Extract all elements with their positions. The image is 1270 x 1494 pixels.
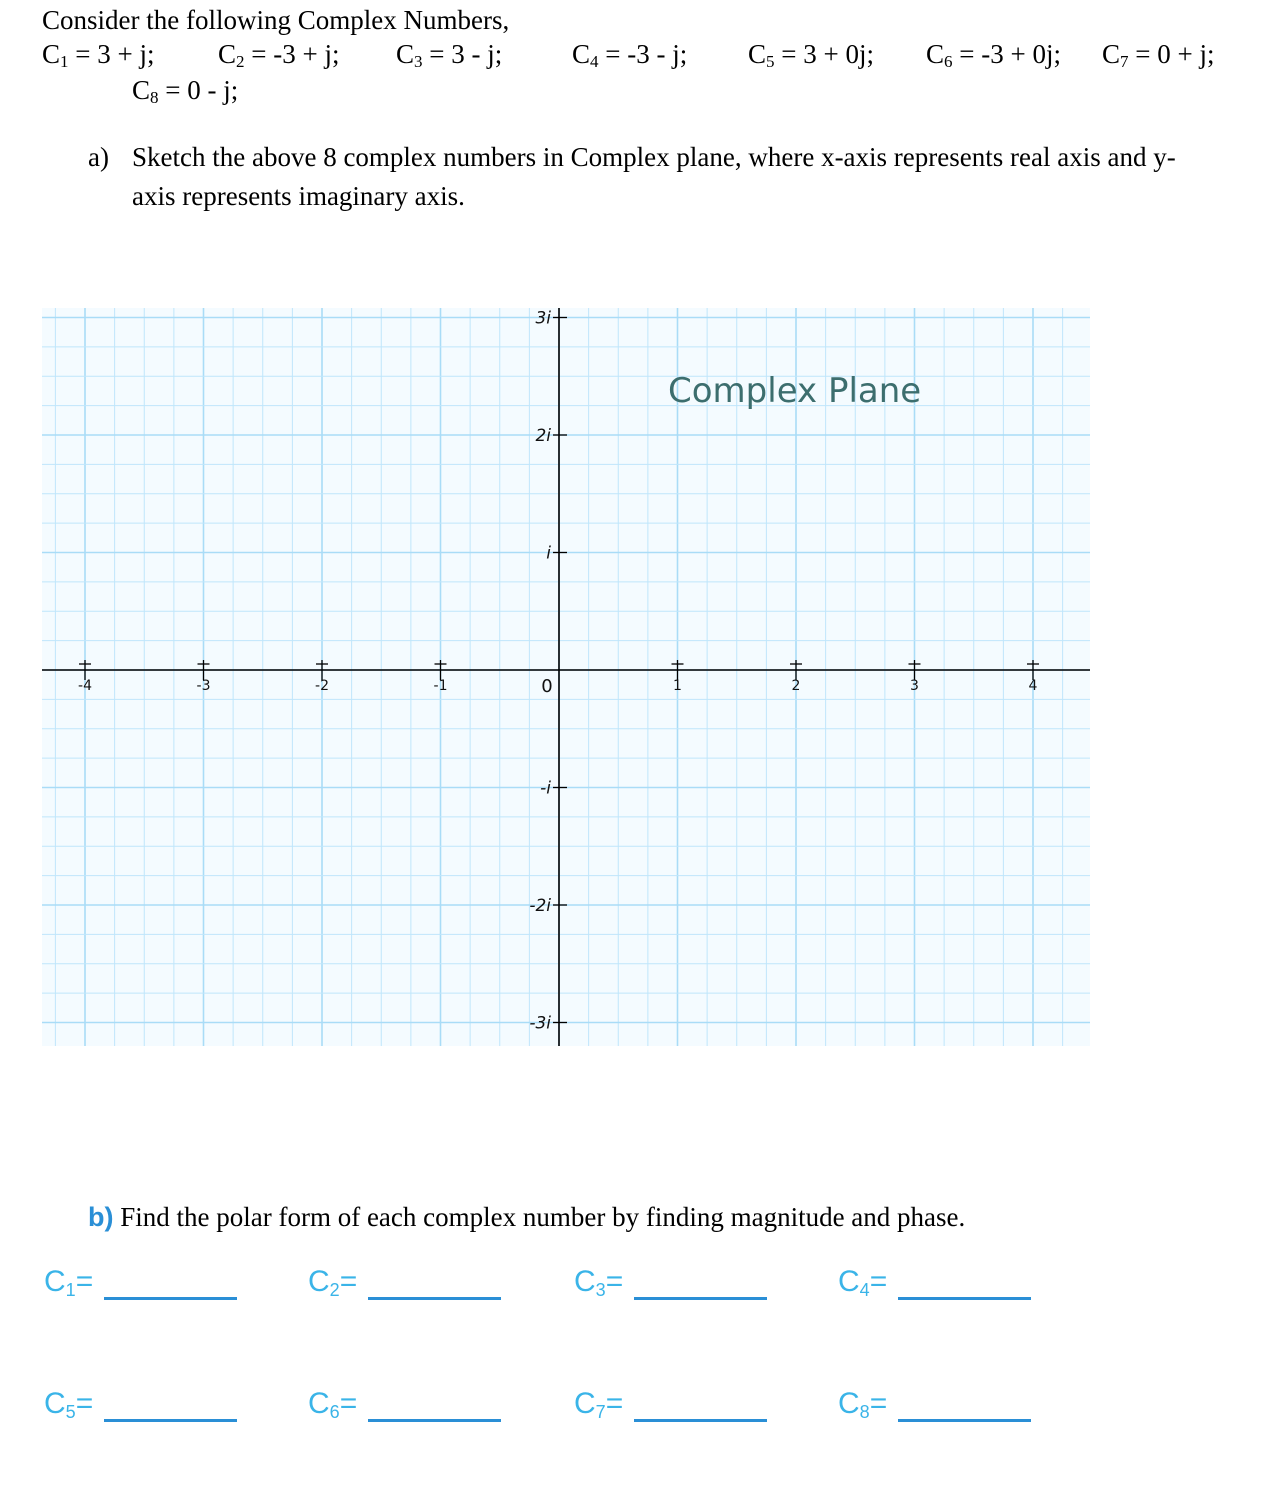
number-c1: $C_1 = 3 + j$; (42, 39, 155, 71)
x-tick-label: 2 (791, 678, 801, 694)
answer-label-c2: $C_2=$ (308, 1265, 358, 1300)
answer-label-c5: $C_5=$ (44, 1387, 94, 1422)
answer-blank-c5[interactable] (104, 1419, 237, 1422)
x-tick-label: -4 (78, 678, 92, 694)
plane-title: Complex Plane (668, 371, 922, 411)
answer-blank-c6[interactable] (368, 1419, 501, 1422)
answer-label-c1: $C_1=$ (44, 1265, 94, 1300)
number-c5: $C_5 = 3 + 0j$; (748, 39, 874, 71)
number-c3: $C_3 = 3 - j$; (396, 39, 503, 71)
x-tick-label: -3 (196, 678, 211, 694)
answer-blank-c1[interactable] (104, 1297, 237, 1300)
grid-lines (42, 308, 1090, 1046)
y-tick-label: 3i (535, 308, 551, 329)
x-tick-label: 3 (910, 678, 919, 694)
grid-background (42, 308, 1090, 1046)
answer-label-c6: $C_6=$ (308, 1387, 358, 1422)
question-a-label: a) (88, 142, 109, 172)
question-a-line1: Sketch the above 8 complex numbers in Complex plane, where x-axis represents real axis and y- (132, 142, 1176, 172)
origin-label: 0 (541, 676, 553, 697)
number-c8: $C_8 = 0 - j$; (132, 75, 239, 107)
answer-blank-c8[interactable] (898, 1419, 1031, 1422)
x-tick-label: -2 (315, 678, 329, 694)
question-b (88, 1198, 965, 1236)
question-b-label: b) (88, 1202, 114, 1232)
y-tick-label: i (546, 543, 551, 564)
y-tick-label: 2i (535, 426, 551, 446)
x-tick-label: 1 (673, 678, 682, 694)
y-tick-label: -i (540, 778, 551, 799)
answer-label-c4: $C_4=$ (838, 1265, 888, 1300)
answer-blank-c3[interactable] (634, 1297, 767, 1300)
intro-text: Consider the following Complex Numbers, (42, 5, 510, 35)
x-tick-label: -1 (433, 678, 448, 694)
answer-blank-c4[interactable] (898, 1297, 1031, 1300)
x-tick-label: 4 (1028, 678, 1038, 694)
question-a-line2: axis represents imaginary axis. (132, 181, 465, 211)
question-b-text: Find the polar form of each complex number by finding magnitude and phase. (120, 1202, 966, 1232)
answer-label-c8: $C_8=$ (838, 1387, 888, 1422)
y-tick-label: -3i (529, 1013, 551, 1034)
number-c7: $C_7 = 0 + j$; (1102, 39, 1215, 71)
number-c4: $C_4 = -3 - j$; (572, 39, 688, 71)
answer-blank-c7[interactable] (634, 1419, 767, 1422)
number-c6: $C_6 = -3 + 0j$; (926, 39, 1061, 71)
answer-label-c7: $C_7=$ (574, 1387, 624, 1422)
y-tick-label: -2i (529, 896, 551, 916)
answer-blank-c2[interactable] (368, 1297, 501, 1300)
number-c2: $C_2 = -3 + j$; (218, 39, 340, 71)
answer-label-c3: $C_3=$ (574, 1265, 624, 1300)
